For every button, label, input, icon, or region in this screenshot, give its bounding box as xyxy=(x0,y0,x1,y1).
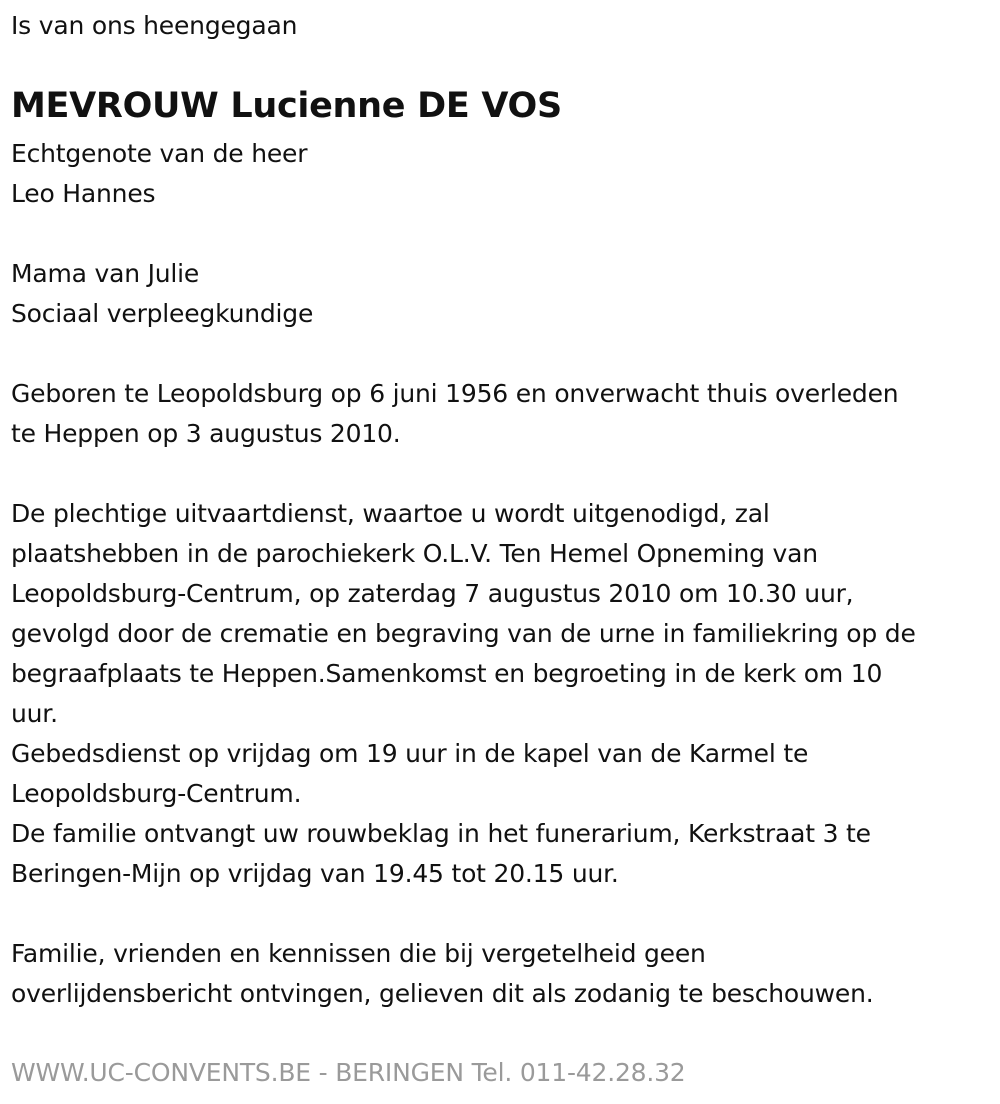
service-block xyxy=(11,494,916,894)
deceased-name: MEVROUW Lucienne DE VOS xyxy=(11,86,562,126)
closing-line: Familie, vrienden en kennissen die bij vergetelheid geen xyxy=(11,939,706,968)
birth-death-block xyxy=(11,374,898,454)
family-line: Sociaal verpleegkundige xyxy=(11,299,314,328)
service-line: De plechtige uitvaartdienst, waartoe u wordt uitgenodigd, zal xyxy=(11,499,770,528)
service-line: Leopoldsburg-Centrum. xyxy=(11,779,302,808)
spouse-line: Leo Hannes xyxy=(11,179,156,208)
family-block xyxy=(11,254,313,334)
service-line: Gebedsdienst op vrijdag om 19 uur in de kapel van de Karmel te xyxy=(11,739,809,768)
service-line: begraafplaats te Heppen.Samenkomst en begroeting in de kerk om 10 xyxy=(11,659,883,688)
family-line: Mama van Julie xyxy=(11,259,200,288)
service-line: uur. xyxy=(11,699,58,728)
closing-line: overlijdensbericht ontvingen, gelieven dit als zodanig te beschouwen. xyxy=(11,979,874,1008)
funeral-home-footer: WWW.UC-CONVENTS.BE - BERINGEN Tel. 011-42.28.32 xyxy=(11,1058,686,1087)
service-line: De familie ontvangt uw rouwbeklag in het funerarium, Kerkstraat 3 te xyxy=(11,819,871,848)
intro-text: Is van ons heengegaan xyxy=(11,11,298,40)
closing-block xyxy=(11,934,874,1014)
spouse-block xyxy=(11,134,307,214)
birth-death-line: te Heppen op 3 augustus 2010. xyxy=(11,419,401,448)
service-line: Leopoldsburg-Centrum, op zaterdag 7 augustus 2010 om 10.30 uur, xyxy=(11,579,854,608)
service-line: plaatshebben in de parochiekerk O.L.V. Ten Hemel Opneming van xyxy=(11,539,818,568)
spouse-line: Echtgenote van de heer xyxy=(11,139,308,168)
birth-death-line: Geboren te Leopoldsburg op 6 juni 1956 en onverwacht thuis overleden xyxy=(11,379,899,408)
service-line: Beringen-Mijn op vrijdag van 19.45 tot 20.15 uur. xyxy=(11,859,619,888)
service-line: gevolgd door de crematie en begraving van de urne in familiekring op de xyxy=(11,619,916,648)
